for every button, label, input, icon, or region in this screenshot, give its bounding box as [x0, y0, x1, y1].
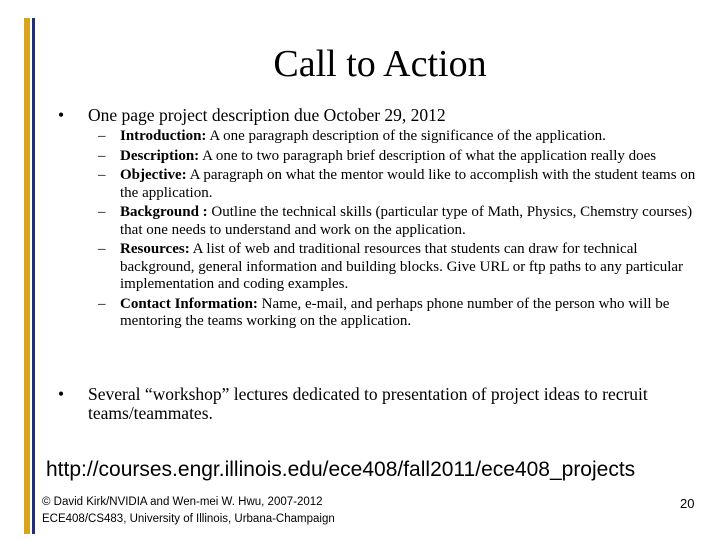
sub-item-introduction	[98, 128, 710, 146]
footer-line-2: ECE408/CS483, University of Illinois, Urbana-Champaign	[42, 513, 335, 525]
bullet-marker: •	[58, 105, 65, 125]
sub-text: A list of web and traditional resources that students can draw for technical background, general information and building blocks. Give URL or ftp paths to any particular implementation and coding examples.	[120, 241, 684, 292]
sub-list	[98, 128, 710, 333]
dash-marker: –	[98, 128, 106, 144]
sub-item-resources	[98, 241, 710, 294]
bullet-marker: •	[58, 384, 65, 404]
footer-line-1: © David Kirk/NVIDIA and Wen-mei W. Hwu, 2007-2012	[42, 496, 323, 508]
sub-item-contact	[98, 296, 710, 331]
footer-copyright	[42, 494, 335, 528]
accent-bar-gold	[24, 18, 30, 534]
dash-marker: –	[98, 167, 106, 183]
sub-term: Resources:	[120, 241, 190, 257]
sub-text: A one to two paragraph brief description of what the application really does	[202, 147, 657, 164]
sub-item-description	[98, 148, 710, 166]
sub-term: Contact Information:	[120, 295, 258, 312]
sub-text: A paragraph on what the mentor would like to accomplish with the student teams on the application.	[120, 167, 696, 201]
dash-marker: –	[98, 147, 106, 164]
sub-text: Outline the technical skills (particular type of Math, Physics, Chemstry courses) that one needs to understand and work on the application.	[120, 204, 693, 238]
sub-item-background	[98, 204, 710, 239]
dash-marker: –	[98, 241, 106, 257]
sub-text: A one paragraph description of the significance of the application.	[209, 128, 606, 144]
bullet-text: One page project description due October 29, 2012	[88, 105, 446, 125]
dash-marker: –	[98, 295, 106, 312]
dash-marker: –	[98, 204, 106, 220]
project-url-link[interactable]: http://courses.engr.illinois.edu/ece408/fall2011/ece408_projects	[46, 458, 636, 481]
bullet-text: Several “workshop” lectures dedicated to presentation of project ideas to recruit teams/teammates.	[88, 384, 648, 423]
sub-term: Background :	[120, 204, 208, 220]
sub-term: Objective:	[120, 167, 187, 183]
page-number: 20	[680, 496, 695, 511]
slide-title: Call to Action	[273, 43, 487, 85]
sub-item-objective	[98, 167, 710, 202]
sub-term: Introduction:	[120, 128, 207, 144]
sub-text: Name, e-mail, and perhaps phone number of the person who will be mentoring the teams working on the application.	[120, 295, 670, 329]
accent-bar-navy	[32, 18, 35, 534]
sub-term: Description:	[120, 147, 200, 164]
